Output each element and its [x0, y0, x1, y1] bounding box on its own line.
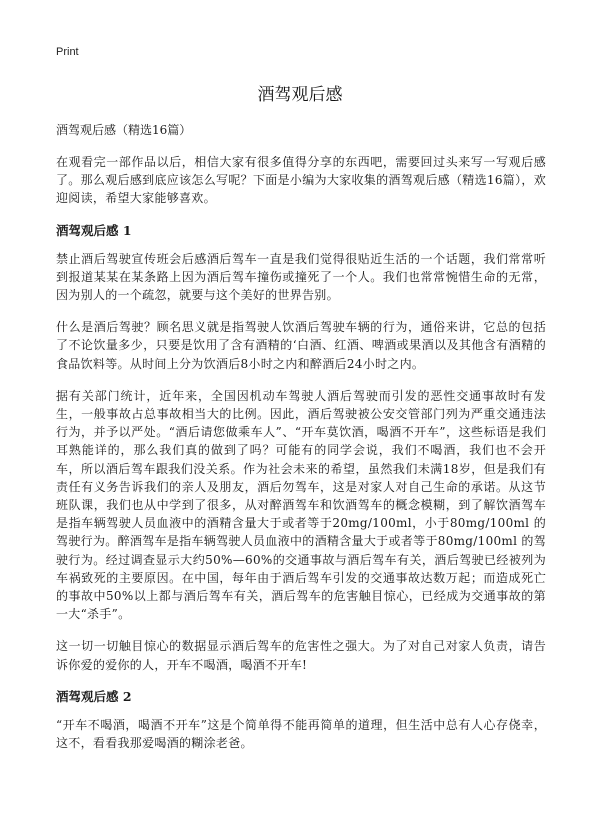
section-2-paragraph-1: “开车不喝酒，喝酒不开车”这是个简单得不能再简单的道理，但生活中总有人心存侥幸，这不，看看我那爱喝酒的糊涂老爸。 [56, 717, 546, 751]
document-body [56, 121, 546, 766]
section-1-paragraph-4: 这一切一切触目惊心的数据显示酒后驾车的危害性之强大。为了对自己对家人负责，请告诉你爱的爱你的人，开车不喝酒，喝酒不开车! [56, 639, 546, 672]
section-heading-1: 酒驾观后感 1 [56, 222, 132, 238]
section-1-paragraph-2: 什么是酒后驾驶？顾名思义就是指驾驶人饮酒后驾驶车辆的行为，通俗来讲，它总的包括了不论饮量多少，只要是饮用了含有酒精的‘白酒、红酒、啤酒或果酒以及其他含有酒精的食品饮料等。从时间上分为饮酒后8小时之内和醉酒后24小时之内。 [56, 320, 546, 371]
print-link[interactable]: Print [56, 46, 79, 58]
intro-paragraph: 在观看完一部作品以后，相信大家有很多值得分享的东西吧，需要回过头来写一写观后感了。那么观后感到底应该怎么写呢？下面是小编为大家收集的酒驾观后感（精选16篇），欢迎阅读，希望大家能够喜欢。 [56, 155, 546, 206]
section-1-paragraph-1: 禁止酒后驾驶宣传班会后感酒后驾车一直是我们觉得很贴近生活的一个话题，我们常常听到报道某某在某条路上因为酒后驾车撞伤或撞死了一个人。我们也常常惋惜生命的无常，因为别人的一个疏忽，就要与这个美好的世界告别。 [56, 251, 546, 303]
document-title: 酒驾观后感 [257, 85, 343, 105]
section-1-paragraph-3: 据有关部门统计，近年来，全国因机动车驾驶人酒后驾驶而引发的恶性交通事故时有发生，一般事故占总事故相当大的比例。因此，酒后驾驶被公安交管部门列为严重交通违法行为，并予以严处。“酒后请您做乘车人”、“开车莫饮酒，喝酒不开车”，这些标语是我们耳熟能详的，那么我们真的做到了吗？可能有的同学会说，我们不喝酒，我们也不会开车，所以酒后驾车跟我们没关系。作为社会未来的希望，虽然我们未满18岁，但是我们有责任有义务告诉我们的亲人及朋友，酒后勿驾车，这是对家人对自己生命的承诺。从这节班队课，我们也从中学到了很多，从对醉酒驾车和饮酒驾车的概念模糊，到了解饮酒驾车是指车辆驾驶人员血液中的酒精含量大于或者等于20mg/100ml，小于80mg/100ml 的驾驶行为。醉酒驾车是指车辆驾驶人员血液中的酒精含量大于或者等于80mg/100ml 的驾驶行为。经过调查显示大约50%—60%的交通事故与酒后驾车有关，酒后驾驶已经被列为车祸致死的主要原因。在中国，每年由于酒后驾车引发的交通事故达数万起；而造成死亡的事故中50%以上都与酒后驾车有关，酒后驾车的危害触目惊心，已经成为交通事故的第一大“杀手”。 [56, 388, 546, 622]
section-heading-2: 酒驾观后感 2 [56, 688, 132, 704]
document-subtitle: 酒驾观后感（精选16篇） [56, 123, 192, 137]
